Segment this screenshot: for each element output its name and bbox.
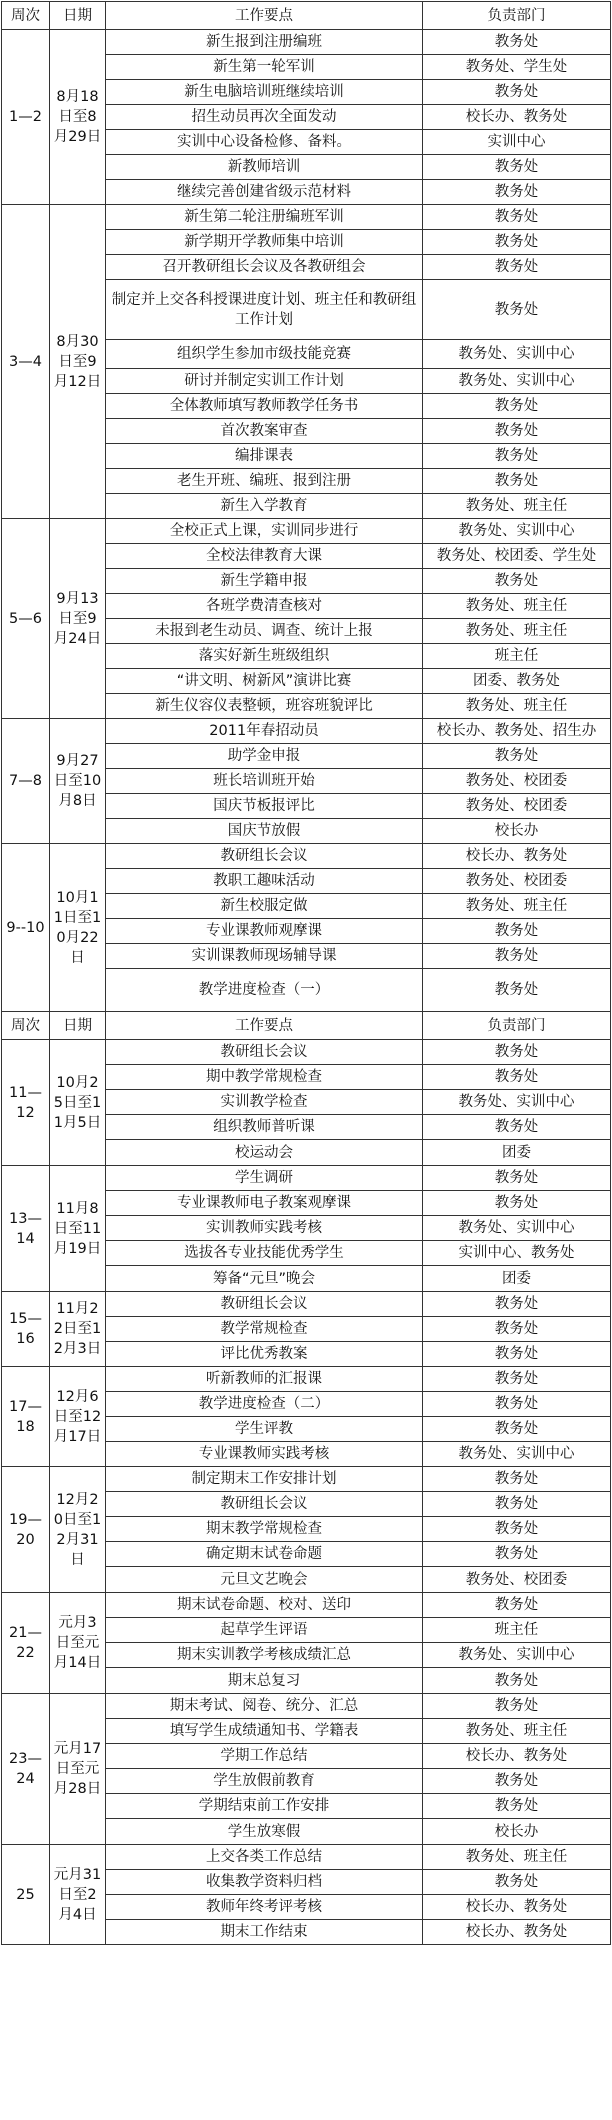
- task-cell: 学期结束前工作安排: [106, 1794, 423, 1819]
- header-week: 周次: [2, 2, 50, 30]
- task-cell: 实训中心设备检修、备料。: [106, 130, 423, 155]
- dept-cell: 校长办: [423, 1819, 611, 1845]
- dept-cell: 校长办、教务处: [423, 1744, 611, 1769]
- schedule-row: [2, 30, 611, 55]
- task-cell: 筹备“元旦”晚会: [106, 1266, 423, 1292]
- schedule-row: [2, 1367, 611, 1392]
- task-cell: “讲文明、树新风”演讲比赛: [106, 669, 423, 694]
- task-cell: 教研组长会议: [106, 1492, 423, 1517]
- task-cell: 学生放假前教育: [106, 1769, 423, 1794]
- date-cell: 9月27日至10月8日: [50, 719, 106, 844]
- dept-cell: 教务处: [423, 1292, 611, 1317]
- dept-cell: 教务处、实训中心: [423, 1442, 611, 1467]
- dept-cell: 教务处、实训中心: [423, 1090, 611, 1115]
- header-week: 周次: [2, 1012, 50, 1040]
- header-date: 日期: [50, 1012, 106, 1040]
- dept-cell: 教务处: [423, 1040, 611, 1065]
- dept-cell: 教务处: [423, 1191, 611, 1216]
- week-cell: 5—6: [2, 519, 50, 719]
- task-cell: 助学金申报: [106, 744, 423, 769]
- dept-cell: 教务处: [423, 1417, 611, 1442]
- dept-cell: 实训中心、教务处: [423, 1241, 611, 1266]
- week-cell: 19—20: [2, 1467, 50, 1593]
- header-date: 日期: [50, 2, 106, 30]
- dept-cell: 教务处: [423, 944, 611, 969]
- dept-cell: 团委: [423, 1266, 611, 1292]
- task-cell: 教学进度检查（二）: [106, 1392, 423, 1417]
- task-cell: 期末工作结束: [106, 1920, 423, 1945]
- dept-cell: 教务处、实训中心: [423, 369, 611, 394]
- task-cell: 新生校服定做: [106, 894, 423, 919]
- dept-cell: 团委、教务处: [423, 669, 611, 694]
- dept-cell: 教务处: [423, 1492, 611, 1517]
- dept-cell: 教务处: [423, 419, 611, 444]
- task-cell: 学生评教: [106, 1417, 423, 1442]
- dept-cell: 教务处、校团委、学生处: [423, 544, 611, 569]
- dept-cell: 教务处: [423, 155, 611, 180]
- week-cell: 9--10: [2, 844, 50, 1012]
- task-cell: 落实好新生班级组织: [106, 644, 423, 669]
- dept-cell: 教务处: [423, 1694, 611, 1719]
- dept-cell: 教务处: [423, 1342, 611, 1367]
- task-cell: 组织教师普听课: [106, 1115, 423, 1140]
- date-cell: 12月6日至12月17日: [50, 1367, 106, 1467]
- dept-cell: 教务处: [423, 1517, 611, 1542]
- schedule-row: [2, 1845, 611, 1870]
- date-cell: 11月8日至11月19日: [50, 1166, 106, 1292]
- dept-cell: 教务处、校团委: [423, 869, 611, 894]
- dept-cell: 教务处、实训中心: [423, 1643, 611, 1668]
- dept-cell: 校长办、教务处、招生办: [423, 719, 611, 744]
- task-cell: 元旦文艺晚会: [106, 1567, 423, 1593]
- dept-cell: 教务处: [423, 180, 611, 205]
- dept-cell: 教务处: [423, 80, 611, 105]
- task-cell: 上交各类工作总结: [106, 1845, 423, 1870]
- task-cell: 收集教学资料归档: [106, 1870, 423, 1895]
- task-cell: 未报到老生动员、调查、统计上报: [106, 619, 423, 644]
- task-cell: 专业课教师电子教案观摩课: [106, 1191, 423, 1216]
- dept-cell: 教务处、实训中心: [423, 1216, 611, 1241]
- task-cell: 制定并上交各科授课进度计划、班主任和教研组工作计划: [106, 280, 423, 340]
- dept-cell: 教务处: [423, 1870, 611, 1895]
- dept-cell: 教务处、班主任: [423, 1719, 611, 1744]
- date-cell: 10月25日至11月5日: [50, 1040, 106, 1166]
- dept-cell: 教务处: [423, 230, 611, 255]
- dept-cell: 实训中心: [423, 130, 611, 155]
- dept-cell: 教务处: [423, 469, 611, 494]
- task-cell: 新生仪容仪表整顿，班容班貌评比: [106, 694, 423, 719]
- header-dept: 负责部门: [423, 1012, 611, 1040]
- task-cell: 组织学生参加市级技能竞赛: [106, 340, 423, 369]
- schedule-row: [2, 1593, 611, 1618]
- task-cell: 教师年终考评考核: [106, 1895, 423, 1920]
- dept-cell: 教务处、班主任: [423, 694, 611, 719]
- date-cell: 12月20日至12月31日: [50, 1467, 106, 1593]
- date-cell: 10月11日至10月22日: [50, 844, 106, 1012]
- task-cell: 期末实训教学考核成绩汇总: [106, 1643, 423, 1668]
- task-cell: 实训教师实践考核: [106, 1216, 423, 1241]
- task-cell: 新生第一轮军训: [106, 55, 423, 80]
- task-cell: 首次教案审查: [106, 419, 423, 444]
- date-cell: 8月18日至8月29日: [50, 30, 106, 205]
- week-cell: 11—12: [2, 1040, 50, 1166]
- task-cell: 召开教研组长会议及各教研组会: [106, 255, 423, 280]
- task-cell: 老生开班、编班、报到注册: [106, 469, 423, 494]
- date-cell: 8月30日至9月12日: [50, 205, 106, 519]
- task-cell: 国庆节放假: [106, 819, 423, 844]
- dept-cell: 教务处: [423, 1166, 611, 1191]
- task-cell: 全体教师填写教师教学任务书: [106, 394, 423, 419]
- dept-cell: 校长办、教务处: [423, 1920, 611, 1945]
- task-cell: 听新教师的汇报课: [106, 1367, 423, 1392]
- schedule-row: [2, 1467, 611, 1492]
- header-row: [2, 2, 611, 30]
- dept-cell: 教务处: [423, 569, 611, 594]
- dept-cell: 教务处: [423, 969, 611, 1012]
- header-dept: 负责部门: [423, 2, 611, 30]
- dept-cell: 教务处: [423, 30, 611, 55]
- week-cell: 1—2: [2, 30, 50, 205]
- task-cell: 教研组长会议: [106, 1040, 423, 1065]
- schedule-row: [2, 1040, 611, 1065]
- task-cell: 起草学生评语: [106, 1618, 423, 1643]
- week-cell: 25: [2, 1845, 50, 1945]
- dept-cell: 教务处: [423, 1367, 611, 1392]
- dept-cell: 教务处: [423, 1467, 611, 1492]
- task-cell: 专业课教师实践考核: [106, 1442, 423, 1467]
- dept-cell: 教务处: [423, 1769, 611, 1794]
- task-cell: 学生调研: [106, 1166, 423, 1191]
- dept-cell: 教务处: [423, 919, 611, 944]
- schedule-row: [2, 519, 611, 544]
- dept-cell: 教务处、班主任: [423, 1845, 611, 1870]
- dept-cell: 教务处、班主任: [423, 619, 611, 644]
- task-cell: 教学进度检查（一）: [106, 969, 423, 1012]
- dept-cell: 班主任: [423, 644, 611, 669]
- week-cell: 13—14: [2, 1166, 50, 1292]
- dept-cell: 校长办、教务处: [423, 1895, 611, 1920]
- task-cell: 学期工作总结: [106, 1744, 423, 1769]
- dept-cell: 教务处: [423, 1668, 611, 1694]
- schedule-row: [2, 1694, 611, 1719]
- dept-cell: 教务处: [423, 1065, 611, 1090]
- task-cell: 各班学费清查核对: [106, 594, 423, 619]
- dept-cell: 教务处、班主任: [423, 894, 611, 919]
- date-cell: 11月22日至12月3日: [50, 1292, 106, 1367]
- task-cell: 国庆节板报评比: [106, 794, 423, 819]
- task-cell: 全校法律教育大课: [106, 544, 423, 569]
- work-schedule-table: [1, 1, 611, 1945]
- task-cell: 新生学籍申报: [106, 569, 423, 594]
- schedule-row: [2, 844, 611, 869]
- dept-cell: 校长办、教务处: [423, 105, 611, 130]
- dept-cell: 教务处: [423, 255, 611, 280]
- header-row-repeat: [2, 1012, 611, 1040]
- schedule-row: [2, 719, 611, 744]
- task-cell: 新生入学教育: [106, 494, 423, 519]
- task-cell: 教研组长会议: [106, 1292, 423, 1317]
- header-task: 工作要点: [106, 2, 423, 30]
- task-cell: 班长培训班开始: [106, 769, 423, 794]
- dept-cell: 教务处: [423, 394, 611, 419]
- task-cell: 校运动会: [106, 1140, 423, 1166]
- task-cell: 评比优秀教案: [106, 1342, 423, 1367]
- task-cell: 实训课教师现场辅导课: [106, 944, 423, 969]
- week-cell: 21—22: [2, 1593, 50, 1694]
- schedule-row: [2, 1292, 611, 1317]
- task-cell: 期末试卷命题、校对、送印: [106, 1593, 423, 1618]
- task-cell: 新生第二轮注册编班军训: [106, 205, 423, 230]
- task-cell: 学生放寒假: [106, 1819, 423, 1845]
- dept-cell: 教务处: [423, 205, 611, 230]
- dept-cell: 教务处: [423, 444, 611, 469]
- date-cell: 元月3日至元月14日: [50, 1593, 106, 1694]
- dept-cell: 教务处、校团委: [423, 769, 611, 794]
- task-cell: 继续完善创建省级示范材料: [106, 180, 423, 205]
- schedule-row: [2, 205, 611, 230]
- dept-cell: 教务处: [423, 1317, 611, 1342]
- task-cell: 新学期开学教师集中培训: [106, 230, 423, 255]
- dept-cell: 教务处: [423, 1392, 611, 1417]
- week-cell: 17—18: [2, 1367, 50, 1467]
- task-cell: 填写学生成绩通知书、学籍表: [106, 1719, 423, 1744]
- task-cell: 选拔各专业技能优秀学生: [106, 1241, 423, 1266]
- schedule-row: [2, 1166, 611, 1191]
- task-cell: 新教师培训: [106, 155, 423, 180]
- dept-cell: 教务处: [423, 1794, 611, 1819]
- week-cell: 23—24: [2, 1694, 50, 1845]
- task-cell: 确定期末试卷命题: [106, 1542, 423, 1567]
- task-cell: 期末考试、阅卷、统分、汇总: [106, 1694, 423, 1719]
- dept-cell: 教务处、校团委: [423, 794, 611, 819]
- task-cell: 教研组长会议: [106, 844, 423, 869]
- task-cell: 新生报到注册编班: [106, 30, 423, 55]
- date-cell: 9月13日至9月24日: [50, 519, 106, 719]
- task-cell: 期中教学常规检查: [106, 1065, 423, 1090]
- week-cell: 7—8: [2, 719, 50, 844]
- task-cell: 教学常规检查: [106, 1317, 423, 1342]
- date-cell: 元月31日至2月4日: [50, 1845, 106, 1945]
- task-cell: 全校正式上课，实训同步进行: [106, 519, 423, 544]
- task-cell: 教职工趣味活动: [106, 869, 423, 894]
- task-cell: 招生动员再次全面发动: [106, 105, 423, 130]
- dept-cell: 教务处、实训中心: [423, 340, 611, 369]
- dept-cell: 教务处、学生处: [423, 55, 611, 80]
- task-cell: 编排课表: [106, 444, 423, 469]
- week-cell: 15—16: [2, 1292, 50, 1367]
- task-cell: 期末教学常规检查: [106, 1517, 423, 1542]
- dept-cell: 教务处: [423, 1115, 611, 1140]
- dept-cell: 教务处: [423, 280, 611, 340]
- dept-cell: 班主任: [423, 1618, 611, 1643]
- week-cell: 3—4: [2, 205, 50, 519]
- date-cell: 元月17日至元月28日: [50, 1694, 106, 1845]
- dept-cell: 教务处、班主任: [423, 594, 611, 619]
- task-cell: 实训教学检查: [106, 1090, 423, 1115]
- task-cell: 2011年春招动员: [106, 719, 423, 744]
- dept-cell: 教务处、实训中心: [423, 519, 611, 544]
- header-task: 工作要点: [106, 1012, 423, 1040]
- task-cell: 制定期末工作安排计划: [106, 1467, 423, 1492]
- dept-cell: 校长办: [423, 819, 611, 844]
- task-cell: 研讨并制定实训工作计划: [106, 369, 423, 394]
- dept-cell: 教务处: [423, 1593, 611, 1618]
- task-cell: 期末总复习: [106, 1668, 423, 1694]
- dept-cell: 教务处: [423, 1542, 611, 1567]
- dept-cell: 教务处: [423, 744, 611, 769]
- task-cell: 专业课教师观摩课: [106, 919, 423, 944]
- dept-cell: 教务处、校团委: [423, 1567, 611, 1593]
- dept-cell: 教务处、班主任: [423, 494, 611, 519]
- dept-cell: 团委: [423, 1140, 611, 1166]
- task-cell: 新生电脑培训班继续培训: [106, 80, 423, 105]
- dept-cell: 校长办、教务处: [423, 844, 611, 869]
